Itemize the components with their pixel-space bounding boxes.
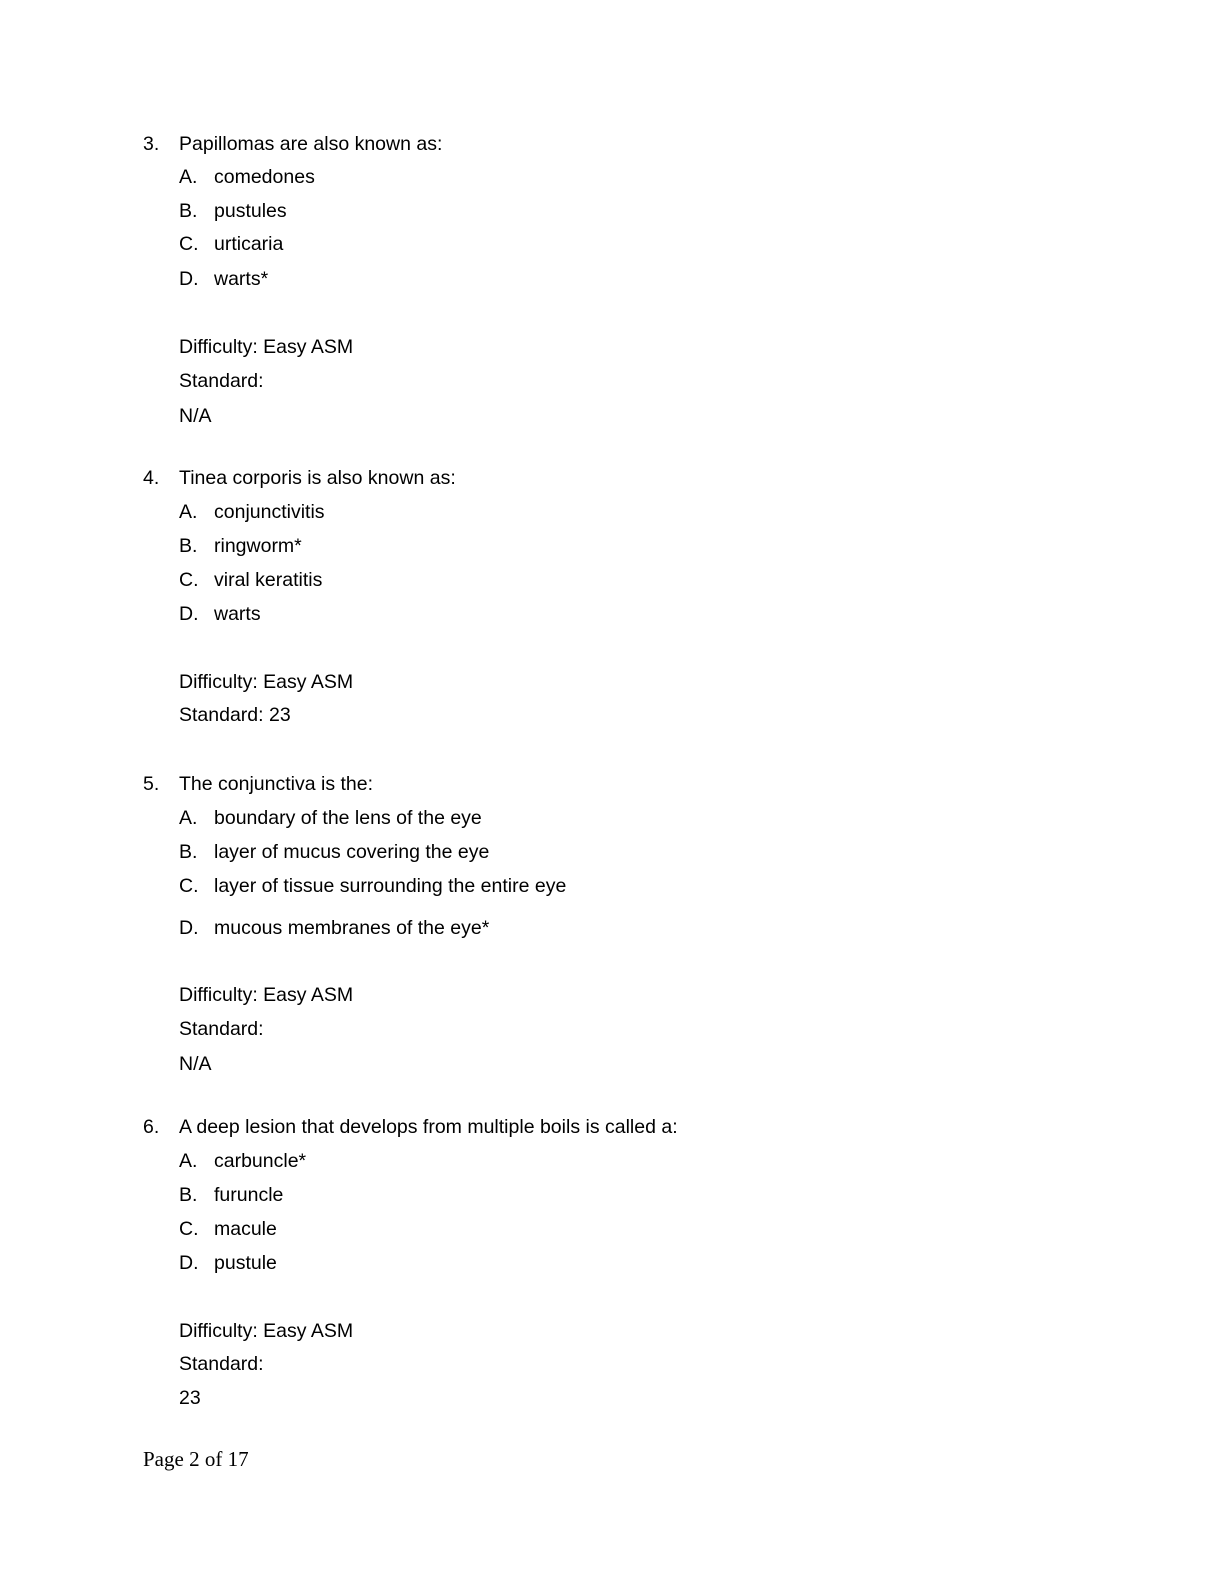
option-letter: D.	[179, 603, 199, 625]
page-number: Page 2 of 17	[143, 1447, 249, 1471]
option-letter: A.	[179, 501, 198, 523]
option-letter: D.	[179, 268, 199, 290]
option-letter: C.	[179, 1218, 199, 1240]
question-text: The conjunctiva is the:	[179, 773, 374, 795]
standard-label: Standard:	[179, 370, 264, 392]
option-text: conjunctivitis	[214, 501, 325, 523]
question-text: Papillomas are also known as:	[179, 133, 443, 155]
option-text: warts	[214, 603, 261, 625]
option-text: pustules	[214, 200, 287, 222]
question-text: Tinea corporis is also known as:	[179, 467, 456, 489]
question-number: 6.	[143, 1116, 160, 1138]
option-letter: D.	[179, 917, 199, 939]
option-letter: B.	[179, 841, 198, 863]
option-text: carbuncle*	[214, 1150, 307, 1172]
option-letter: C.	[179, 569, 199, 591]
option-letter: B.	[179, 535, 198, 557]
option-letter: C.	[179, 233, 199, 255]
option-text: ringworm*	[214, 535, 302, 557]
option-text: urticaria	[214, 233, 284, 255]
option-text: pustule	[214, 1252, 277, 1274]
option-text: macule	[214, 1218, 277, 1240]
question-number: 4.	[143, 467, 160, 489]
option-text: comedones	[214, 166, 315, 188]
difficulty-label: Difficulty: Easy ASM	[179, 336, 354, 358]
option-text: viral keratitis	[214, 569, 323, 591]
option-letter: A.	[179, 807, 198, 829]
option-text: mucous membranes of the eye*	[214, 917, 490, 939]
question-number: 3.	[143, 133, 160, 155]
question-text: A deep lesion that develops from multiple boils is called a:	[179, 1116, 678, 1138]
standard-value: N/A	[179, 1053, 212, 1075]
standard-value: 23	[179, 1387, 201, 1409]
option-text: furuncle	[214, 1184, 284, 1206]
standard-label: Standard:	[179, 1353, 264, 1375]
option-text: layer of tissue surrounding the entire eye	[214, 875, 567, 897]
difficulty-label: Difficulty: Easy ASM	[179, 1320, 354, 1342]
option-letter: A.	[179, 1150, 198, 1172]
difficulty-label: Difficulty: Easy ASM	[179, 671, 354, 693]
option-letter: C.	[179, 875, 199, 897]
option-text: boundary of the lens of the eye	[214, 807, 482, 829]
question-number: 5.	[143, 773, 160, 795]
standard-label: Standard:	[179, 1018, 264, 1040]
option-letter: A.	[179, 166, 198, 188]
option-text: layer of mucus covering the eye	[214, 841, 490, 863]
standard-label: Standard: 23	[179, 704, 291, 726]
standard-value: N/A	[179, 405, 212, 427]
difficulty-label: Difficulty: Easy ASM	[179, 984, 354, 1006]
option-letter: B.	[179, 200, 198, 222]
option-letter: B.	[179, 1184, 198, 1206]
option-text: warts*	[214, 268, 269, 290]
option-letter: D.	[179, 1252, 199, 1274]
